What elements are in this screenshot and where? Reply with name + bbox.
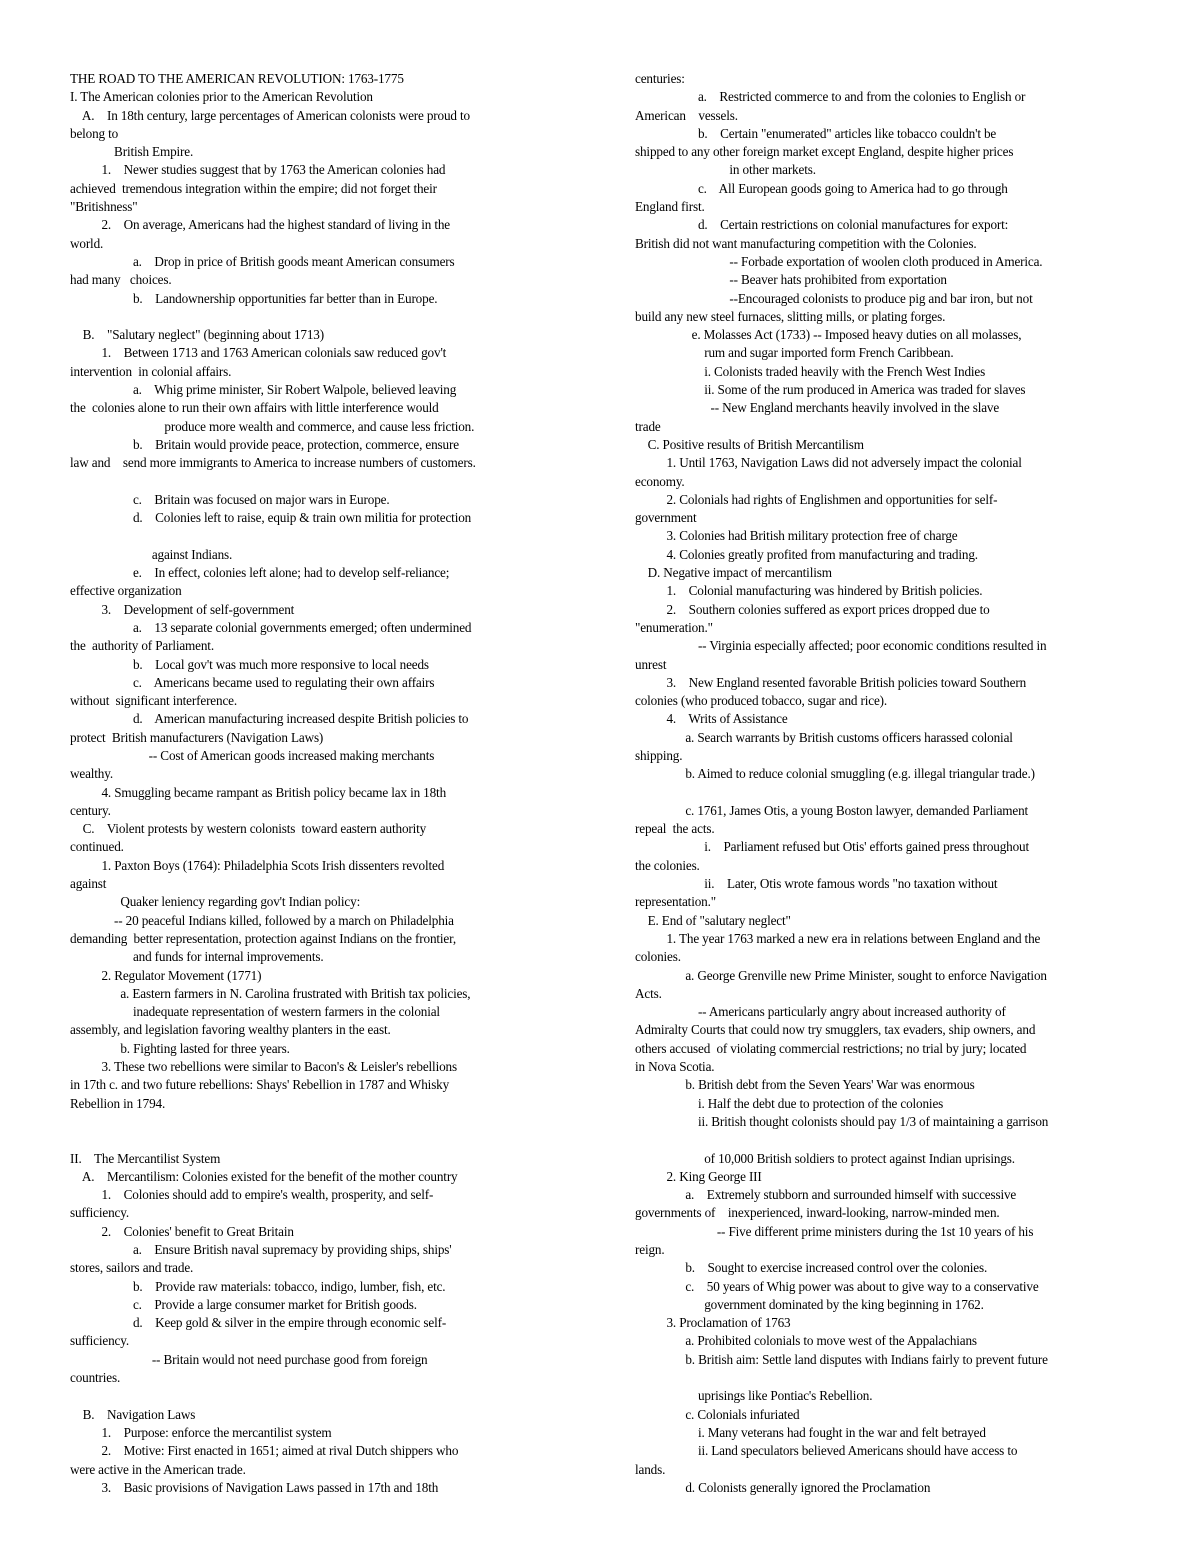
text-line: ii. Land speculators believed Americans should have access to [635,1443,1018,1459]
text-line: -- Cost of American goods increased making merchants [70,747,435,763]
text-line: 3. These two rebellions were similar to Bacon's & Leisler's rebellions [70,1059,457,1075]
text-line: i. Many veterans had fought in the war and felt betrayed [635,1424,986,1440]
text-line: inadequate representation of western farmers in the colonial [70,1004,440,1020]
text-line: against [70,876,107,892]
blank-line [70,527,570,545]
text-line: 2. Motive: First enacted in 1651; aimed at rival Dutch shippers who [70,1443,459,1459]
text-line: -- Britain would not need purchase good from foreign [70,1351,428,1367]
text-line: government [635,510,697,526]
text-line: THE ROAD TO THE AMERICAN REVOLUTION: 1763-1775 [70,71,404,86]
text-line: England first. [635,199,705,215]
text-line: -- New England merchants heavily involved in the slave [635,400,1000,416]
text-line: d. American manufacturing increased despite British policies to [70,711,469,727]
text-line: a. 13 separate colonial governments emerged; often undermined [70,619,472,635]
text-line: a. Restricted commerce to and from the colonies to English or [635,89,1026,105]
text-line: 3. Development of self-government [70,601,295,617]
text-line: demanding better representation, protection against Indians on the frontier, [70,930,456,946]
text-line: c. 1761, James Otis, a young Boston lawyer, demanded Parliament [635,802,1029,818]
text-line: b. Aimed to reduce colonial smuggling (e.g. illegal triangular trade.) [635,766,1035,782]
text-line: b. Fighting lasted for three years. [70,1040,290,1056]
text-line: D. Negative impact of mercantilism [635,565,832,581]
text-line: 4. Colonies greatly profited from manufacturing and trading. [635,546,978,562]
text-line: 2. Colonies' benefit to Great Britain [70,1223,294,1239]
right-column [635,70,1130,1497]
text-line: against Indians. [70,546,233,562]
text-line: intervention in colonial affairs. [70,363,232,379]
text-line: c. Britain was focused on major wars in Europe. [70,491,390,507]
text-line: d. Colonists generally ignored the Proclamation [635,1479,931,1495]
blank-line [70,1131,570,1149]
text-line: c. Provide a large consumer market for British goods. [70,1296,417,1312]
text-line: a. Eastern farmers in N. Carolina frustrated with British tax policies, [70,985,471,1001]
text-line: 3. Proclamation of 1763 [635,1315,791,1331]
text-line: 2. Regulator Movement (1771) [70,967,262,983]
text-line: A. Mercantilism: Colonies existed for the benefit of the mother country [70,1168,458,1184]
text-line: 1. Purpose: enforce the mercantilist system [70,1424,332,1440]
text-line: and funds for internal improvements. [70,949,324,965]
text-line: uprisings like Pontiac's Rebellion. [635,1388,873,1404]
text-line: E. End of "salutary neglect" [635,912,791,928]
blank-line [70,1387,570,1405]
text-line: economy. [635,473,685,489]
blank-line [70,308,570,326]
text-line: sufficiency. [70,1333,129,1349]
text-line: stores, sailors and trade. [70,1260,194,1276]
text-line: Rebellion in 1794. [70,1095,166,1111]
text-line: -- Virginia especially affected; poor economic conditions resulted in [635,638,1047,654]
blank-line [635,1369,1130,1387]
text-line: b. Certain "enumerated" articles like tobacco couldn't be [635,125,997,141]
text-line: i. Half the debt due to protection of the colonies [635,1095,944,1111]
text-line: II. The Mercantilist System [70,1150,221,1166]
text-line: the authority of Parliament. [70,638,214,654]
text-line: governments of inexperienced, inward-looking, narrow-minded men. [635,1205,1000,1221]
text-line: a. Extremely stubborn and surrounded himself with successive [635,1187,1017,1203]
text-line: protect British manufacturers (Navigation Laws) [70,729,324,745]
text-line: 2. Colonials had rights of Englishmen and opportunities for self- [635,491,998,507]
text-line: b. Landownership opportunities far better than in Europe. [70,290,438,306]
text-line: sufficiency. [70,1205,129,1221]
text-line: d. Certain restrictions on colonial manufactures for export: [635,217,1009,233]
text-line: of 10,000 British soldiers to protect against Indian uprisings. [635,1150,1015,1166]
text-line: a. Prohibited colonials to move west of the Appalachians [635,1333,977,1349]
text-line: achieved tremendous integration within the empire; did not forget their [70,180,437,196]
text-line: b. British aim: Settle land disputes with Indians fairly to prevent future [635,1351,1048,1367]
text-line: 3. Basic provisions of Navigation Laws passed in 17th and 18th [70,1479,439,1495]
text-line: produce more wealth and commerce, and cause less friction. [70,418,475,434]
text-line: continued. [70,839,124,855]
text-line: Admiralty Courts that could now try smugglers, tax evaders, ship owners, and [635,1022,1036,1038]
text-line: e. In effect, colonies left alone; had to develop self-reliance; [70,565,450,581]
text-line: unrest [635,656,667,672]
text-line: -- Beaver hats prohibited from exportation [635,272,947,288]
text-line: b. British debt from the Seven Years' War was enormous [635,1077,975,1093]
text-line: 4. Writs of Assistance [635,711,788,727]
text-line: British Empire. [70,144,194,160]
text-line: C. Violent protests by western colonists toward eastern authority [70,821,427,837]
text-line: belong to [70,125,119,141]
text-line: shipped to any other foreign market except England, despite higher prices [635,144,1014,160]
blank-line [635,1131,1130,1149]
text-line: b. Sought to exercise increased control over the colonies. [635,1260,988,1276]
text-line: ii. Later, Otis wrote famous words "no taxation without [635,876,998,892]
blank-line [70,473,570,491]
text-line: "enumeration." [635,619,713,635]
text-line: e. Molasses Act (1733) -- Imposed heavy duties on all molasses, [635,327,1022,343]
text-line: the colonies. [635,857,700,873]
text-line: had many choices. [70,272,172,288]
text-line: -- Forbade exportation of woolen cloth produced in America. [635,253,1043,269]
text-line: effective organization [70,583,182,599]
text-line: countries. [70,1370,121,1386]
left-column [70,70,570,1497]
text-line: in other markets. [635,162,816,178]
text-line: -- 20 peaceful Indians killed, followed by a march on Philadelphia [70,912,454,928]
text-line: ii. Some of the rum produced in America was traded for slaves [635,382,1026,398]
text-line: --Encouraged colonists to produce pig and bar iron, but not [635,290,1033,306]
text-line: century. [70,802,111,818]
text-line: "Britishness" [70,199,138,215]
text-line: d. Keep gold & silver in the empire through economic self- [70,1315,447,1331]
text-line: world. [70,235,104,251]
text-line: c. Americans became used to regulating their own affairs [70,674,435,690]
text-line: A. In 18th century, large percentages of American colonists were proud to [70,107,470,123]
text-line: 4. Smuggling became rampant as British policy became lax in 18th [70,784,447,800]
text-line: c. All European goods going to America had to go through [635,180,1008,196]
text-line: 1. Colonies should add to empire's wealth, prosperity, and self- [70,1187,434,1203]
text-line: shipping. [635,747,683,763]
text-line: were active in the American trade. [70,1461,246,1477]
text-line: b. Provide raw materials: tobacco, indigo, lumber, fish, etc. [70,1278,446,1294]
text-line: C. Positive results of British Mercantilism [635,436,864,452]
text-line: Acts. [635,985,662,1001]
text-line: 1. Between 1713 and 1763 American colonials saw reduced gov't [70,345,447,361]
text-line: in Nova Scotia. [635,1059,715,1075]
text-line: a. Search warrants by British customs officers harassed colonial [635,729,1013,745]
text-line: ii. British thought colonists should pay 1/3 of maintaining a garrison [635,1113,1049,1129]
blank-line [70,1113,570,1131]
text-line: repeal the acts. [635,821,715,837]
text-line: 1. Until 1763, Navigation Laws did not adversely impact the colonial [635,455,1022,471]
text-line: -- Five different prime ministers during the 1st 10 years of his [635,1223,1034,1239]
text-line: I. The American colonies prior to the American Revolution [70,89,373,105]
text-line: trade [635,418,661,434]
text-line: b. Local gov't was much more responsive to local needs [70,656,429,672]
text-line: d. Colonies left to raise, equip & train own militia for protection [70,510,472,526]
text-line: without significant interference. [70,693,238,709]
text-line: the colonies alone to run their own affairs with little interference would [70,400,439,416]
text-line: a. Whig prime minister, Sir Robert Walpole, believed leaving [70,382,457,398]
text-line: c. 50 years of Whig power was about to give way to a conservative [635,1278,1039,1294]
blank-line [635,784,1130,802]
text-line: c. Colonials infuriated [635,1406,800,1422]
text-line: 1. Colonial manufacturing was hindered by British policies. [635,583,983,599]
text-line: 1. Paxton Boys (1764): Philadelphia Scots Irish dissenters revolted [70,857,445,873]
text-line: in 17th c. and two future rebellions: Shays' Rebellion in 1787 and Whisky [70,1077,450,1093]
text-line: 2. On average, Americans had the highest standard of living in the [70,217,451,233]
text-line: colonies (who produced tobacco, sugar and rice). [635,693,888,709]
text-line: build any new steel furnaces, slitting mills, or plating forges. [635,308,946,324]
text-line: colonies. [635,949,681,965]
text-line: 2. King George III [635,1168,762,1184]
text-line: government dominated by the king beginning in 1762. [635,1296,984,1312]
text-line: representation." [635,894,716,910]
text-line: a. Ensure British naval supremacy by providing ships, ships' [70,1242,452,1257]
text-line: American vessels. [635,107,738,123]
text-line: others accused of violating commercial restrictions; no trial by jury; located [635,1040,1027,1056]
text-line: Quaker leniency regarding gov't Indian policy: [70,894,361,910]
text-line: law and send more immigrants to America to increase numbers of customers. [70,455,476,471]
text-line: b. Britain would provide peace, protection, commerce, ensure [70,436,459,452]
text-line: 2. Southern colonies suffered as export prices dropped due to [635,601,990,617]
text-line: assembly, and legislation favoring wealthy planters in the east. [70,1022,391,1038]
text-line: i. Colonists traded heavily with the French West Indies [635,363,986,379]
text-line: 3. Colonies had British military protection free of charge [635,528,958,544]
text-line: 1. The year 1763 marked a new era in relations between England and the [635,930,1041,946]
text-line: reign. [635,1242,665,1257]
text-line: B. "Salutary neglect" (beginning about 1713) [70,327,324,343]
text-line: lands. [635,1461,666,1477]
text-line: British did not want manufacturing competition with the Colonies. [635,235,977,251]
text-line: 3. New England resented favorable British policies toward Southern [635,674,1027,690]
text-line: B. Navigation Laws [70,1406,196,1422]
text-line: a. George Grenville new Prime Minister, sought to enforce Navigation [635,967,1047,983]
text-line: rum and sugar imported form French Caribbean. [635,345,954,361]
text-line: a. Drop in price of British goods meant American consumers [70,253,455,269]
text-line: -- Americans particularly angry about increased authority of [635,1004,1006,1020]
text-line: i. Parliament refused but Otis' efforts gained press throughout [635,839,1030,855]
text-line: wealthy. [70,766,113,782]
text-line: 1. Newer studies suggest that by 1763 the American colonies had [70,162,446,178]
text-line: centuries: [635,71,685,86]
